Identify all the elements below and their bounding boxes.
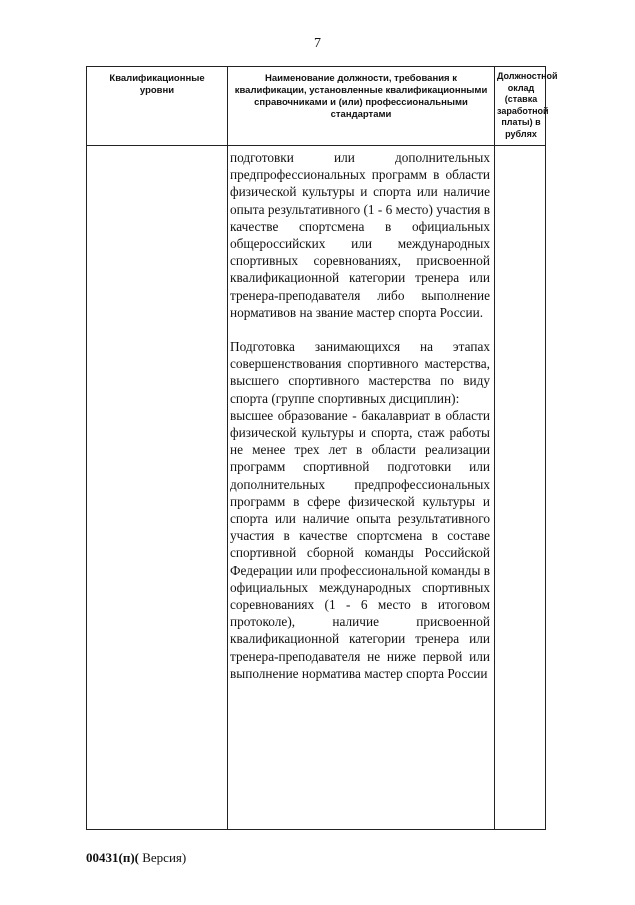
requirements-cell [230,149,490,682]
page-number: 7 [314,36,321,51]
requirements-paragraph-1: подготовки или дополнительных предпрофессиональных программ в области физической культуры и спорта или наличие опыта результативного (1 - 6 место) участия в качестве спортсмена в официальных общероссийских или международных спортивных соревнованиях, присвоенной квалификационной категории тренера или тренера-преподавателя либо выполнение нормативов на звание мастер спорта России. [230,150,490,320]
requirements-paragraph-3: высшее образование - бакалавриат в области физической культуры и спорта, стаж работы не менее трех лет в области реализации программ спортивной подготовки или дополнительных предпрофессиональных программ в сфере физической культуры и спорта или наличие опыта результативного участия в качестве спортсмена в составе спортивной сборной команды Российской Федерации или профессиональной команды в официальных международных спортивных соревнованиях (1 - 6 место в итоговом протоколе), наличие присвоенной квалификационной категории тренера или тренера-преподавателя не ниже первой или выполнение норматива мастер спорта России [230,407,491,681]
header-divider [87,145,545,146]
column-divider [227,67,228,829]
requirements-paragraph-2: Подготовка занимающихся на этапах совершенствования спортивного мастерства, высшего спортивного мастерства по виду спорта (группе спортивных дисциплин): [230,339,490,406]
qualification-table [86,66,558,830]
header-qualification-levels: Квалификационные уровни [109,73,205,96]
document-footer [86,850,186,866]
column-divider [494,67,495,829]
header-salary: Должностной оклад (ставка заработной платы) в рублях [497,71,558,139]
header-position-requirements: Наименование должности, требования к квалификации, установленные квалификационными справочниками и (или) профессиональными стандартами [234,73,488,120]
document-code: 00431(п)( [86,850,139,865]
version-label: Версия) [138,850,187,865]
